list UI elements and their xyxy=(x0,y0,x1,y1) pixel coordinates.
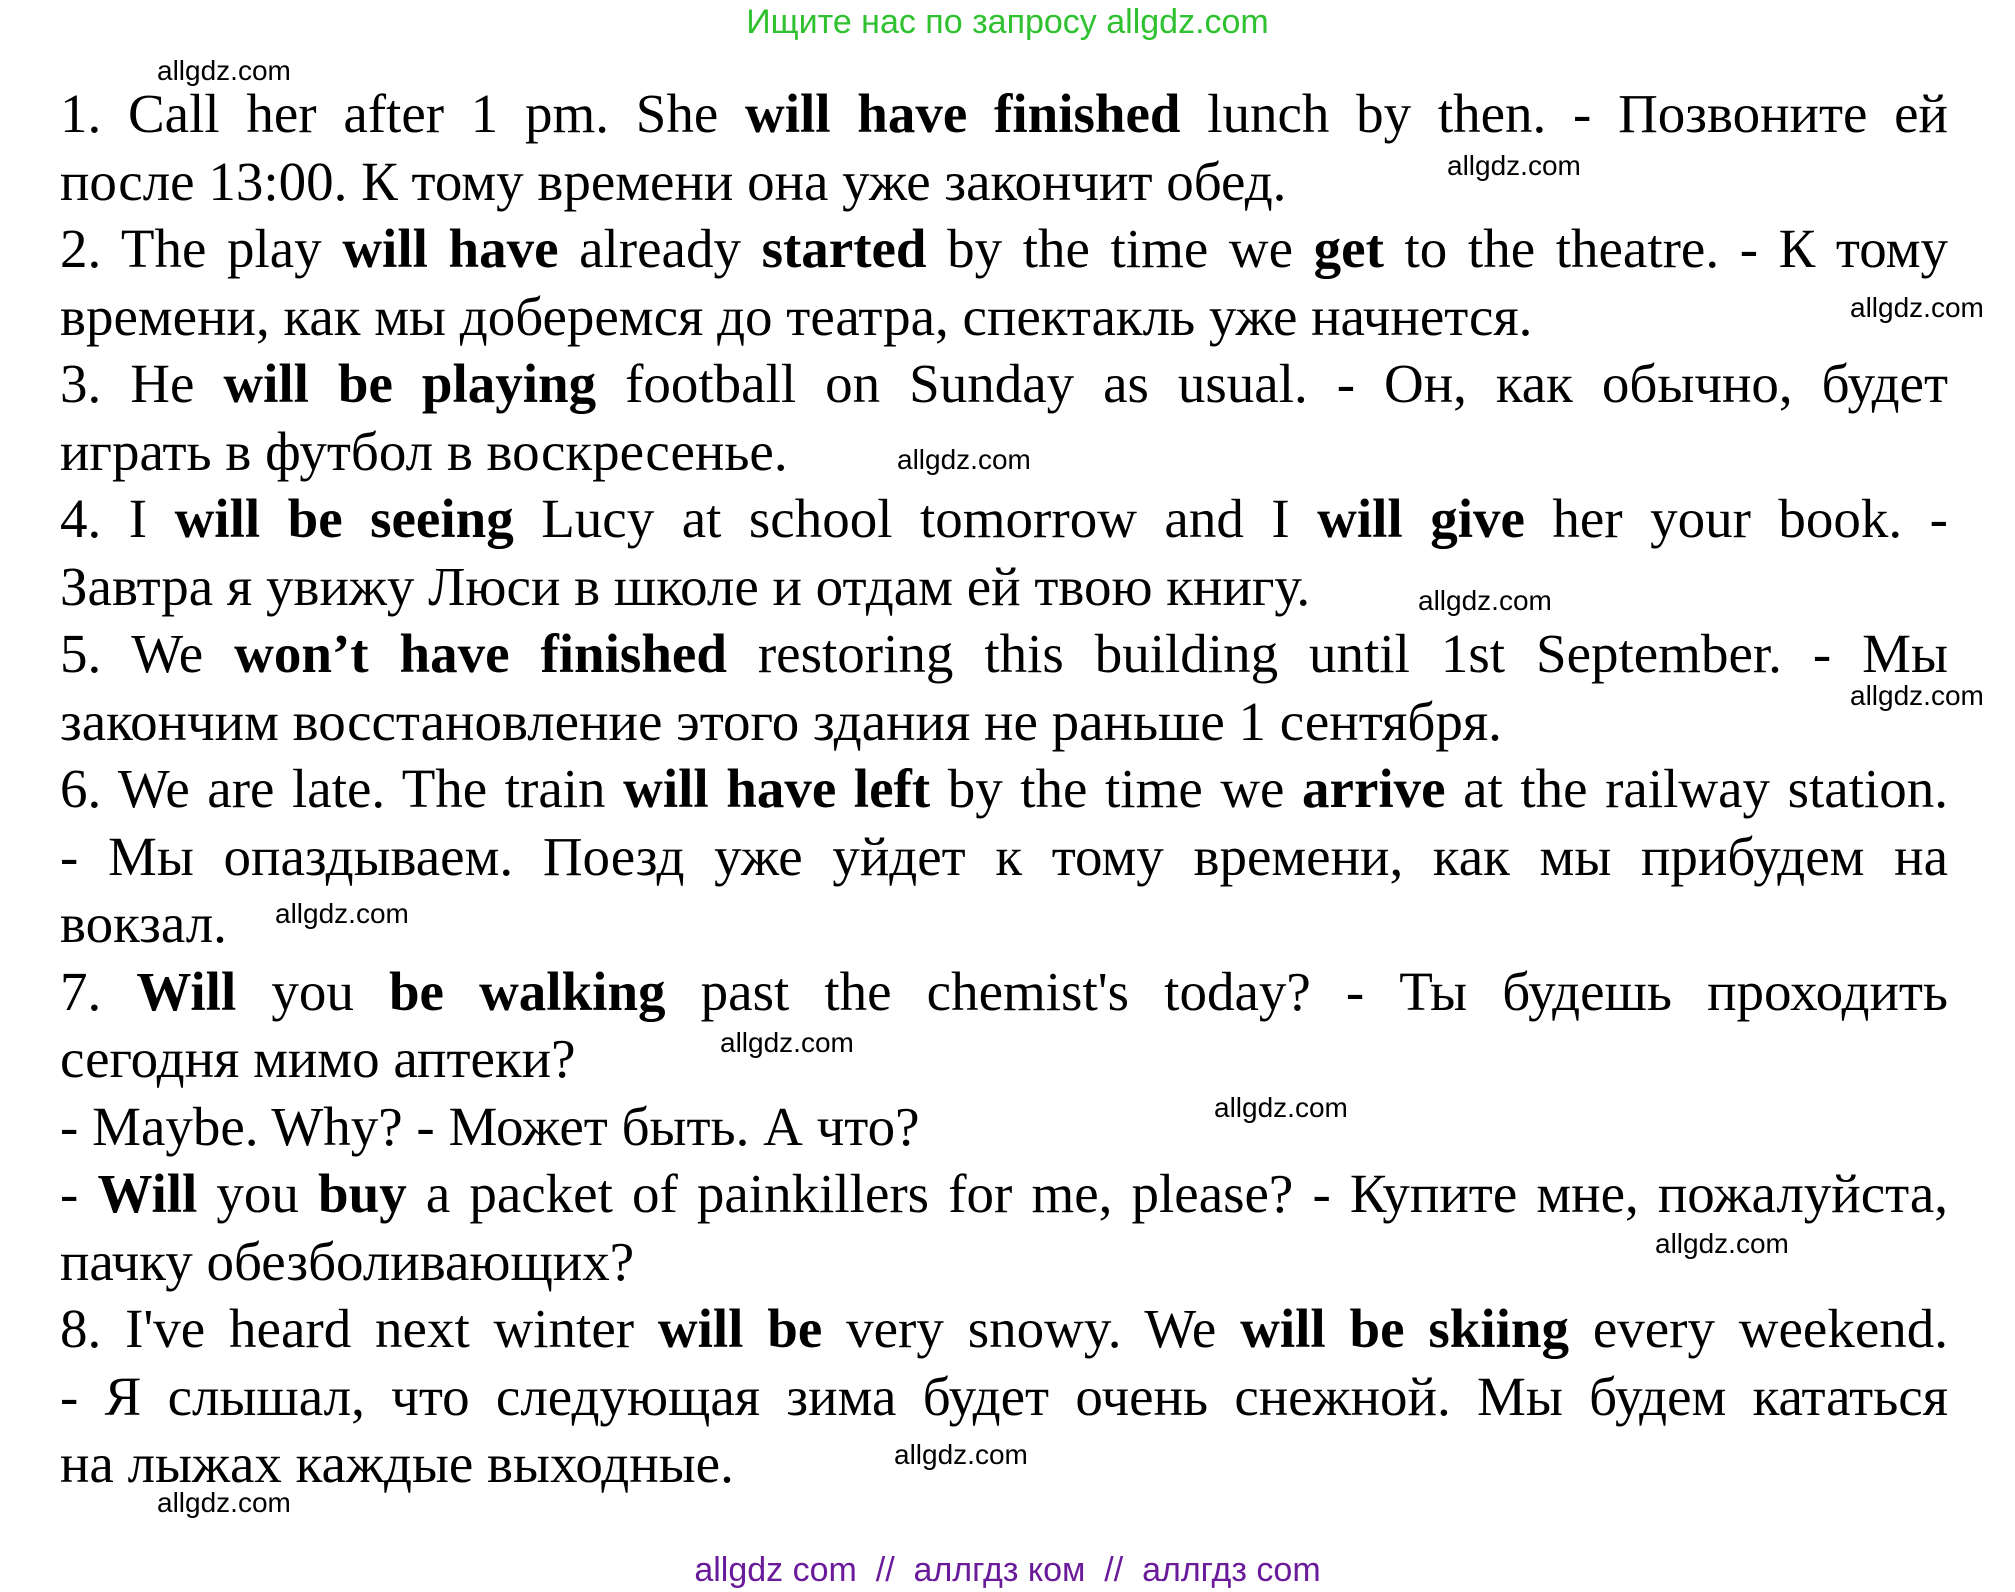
text-segment: закончим восстановление этого здания не раньше 1 сентября. xyxy=(60,690,1502,752)
text-segment: - xyxy=(60,1163,98,1224)
watermark: allgdz.com xyxy=(1850,292,1984,323)
text-segment: very snowy. We xyxy=(822,1298,1241,1359)
text-segment: every weekend. xyxy=(1568,1298,1948,1359)
text-line xyxy=(60,823,1948,891)
bold-phrase: won’t have finished xyxy=(234,623,727,684)
text-segment: by the time we xyxy=(926,218,1314,279)
text-segment: времени, как мы доберемся до театра, спектакль уже начнется. xyxy=(60,285,1533,347)
text-segment: вокзал. xyxy=(60,893,227,954)
text-segment: her your book. - xyxy=(1524,488,1948,549)
bold-phrase: will have left xyxy=(623,758,931,819)
text-segment: a packet of painkillers for me, please? - Купите мне, пожалуйста, xyxy=(406,1163,1948,1224)
text-line xyxy=(60,80,1948,148)
text-line xyxy=(60,215,1948,283)
text-segment: 3. He xyxy=(60,353,224,414)
search-banner: Ищите нас по запросу allgdz.com xyxy=(746,3,1269,41)
text-line xyxy=(60,1025,1948,1093)
text-segment: you xyxy=(197,1163,319,1224)
watermark: allgdz.com xyxy=(897,444,1031,475)
watermark: allgdz.com xyxy=(275,898,409,929)
text-line xyxy=(60,485,1948,553)
text-segment: - Я слышал, что следующая зима будет очень снежной. Мы будем кататься xyxy=(60,1365,1948,1427)
text-line xyxy=(60,283,1948,351)
watermark: allgdz.com xyxy=(1850,680,1984,711)
text-line xyxy=(60,1295,1948,1363)
text-line xyxy=(60,148,1948,216)
watermark: allgdz.com xyxy=(894,1439,1028,1470)
text-segment: пачку обезболивающих? xyxy=(60,1230,635,1292)
watermark: allgdz.com xyxy=(1447,150,1581,181)
text-line xyxy=(60,958,1948,1026)
text-segment: past the chemist's today? - Ты будешь проходить xyxy=(665,960,1948,1022)
bold-phrase: Will xyxy=(97,1163,198,1224)
text-line xyxy=(60,1093,1948,1161)
text-segment: football on Sunday as usual. - Он, как обычно, будет xyxy=(596,353,1948,414)
text-segment: Завтра я увижу Люси в школе и отдам ей твою книгу. xyxy=(60,555,1311,617)
text-line xyxy=(60,1363,1948,1431)
text-segment: играть в футбол в воскресенье. xyxy=(60,420,788,482)
text-line xyxy=(60,553,1948,621)
text-segment: 6. We are late. The train xyxy=(60,758,624,819)
text-line xyxy=(60,1160,1948,1228)
bold-phrase: started xyxy=(761,218,927,279)
bold-phrase: will be skiing xyxy=(1240,1298,1569,1359)
text-line xyxy=(60,350,1948,418)
text-segment: - Мы опаздываем. Поезд уже уйдет к тому времени, как мы прибудем на xyxy=(60,825,1948,887)
text-segment: 5. We xyxy=(60,623,235,684)
text-segment: by the time we xyxy=(930,758,1303,819)
bold-phrase: will be seeing xyxy=(174,488,514,549)
watermark: allgdz.com xyxy=(720,1027,854,1058)
bold-phrase: will be xyxy=(657,1298,823,1359)
bold-phrase: will give xyxy=(1317,488,1525,549)
text-segment: already xyxy=(558,218,762,279)
text-line xyxy=(60,755,1948,823)
bold-phrase: Will xyxy=(136,960,237,1022)
text-segment: сегодня мимо аптеки? xyxy=(60,1028,576,1089)
text-segment: restoring this building until 1st September. - Мы xyxy=(726,623,1948,684)
text-segment: to the theatre. - К тому xyxy=(1383,218,1948,279)
watermark: allgdz.com xyxy=(1214,1092,1348,1123)
text-segment: at the railway station. xyxy=(1445,758,1948,819)
watermark: allgdz.com xyxy=(1418,585,1552,616)
watermark: allgdz.com xyxy=(157,1487,291,1518)
footer-links: allgdz com // аллгдз ком // аллгдз com xyxy=(694,1551,1321,1589)
text-segment: 1. Call her after 1 pm. She xyxy=(60,83,745,144)
text-segment: - Maybe. Why? - Может быть. А что? xyxy=(60,1095,920,1157)
bold-phrase: be walking xyxy=(388,960,666,1022)
watermark: allgdz.com xyxy=(157,55,291,86)
text-segment: 7. xyxy=(60,960,137,1022)
bold-phrase: buy xyxy=(318,1163,407,1224)
text-segment: lunch by then. - Позвоните ей xyxy=(1180,83,1948,144)
text-segment: Lucy at school tomorrow and I xyxy=(513,488,1318,549)
text-segment: 2. The play xyxy=(60,218,343,279)
text-segment: на лыжах каждые выходные. xyxy=(60,1433,734,1494)
text-line xyxy=(60,688,1948,756)
bold-phrase: will be playing xyxy=(223,353,597,414)
bold-phrase: get xyxy=(1313,218,1384,279)
bold-phrase: will have xyxy=(342,218,559,279)
bold-phrase: arrive xyxy=(1302,758,1446,819)
text-segment: 4. I xyxy=(60,488,175,549)
text-segment: после 13:00. К тому времени она уже закончит обед. xyxy=(60,150,1287,212)
exercise-text xyxy=(60,80,1948,1498)
text-segment: 8. I've heard next winter xyxy=(60,1298,658,1359)
bold-phrase: will have finished xyxy=(745,83,1181,144)
text-segment: you xyxy=(236,960,389,1022)
text-line xyxy=(60,620,1948,688)
watermark: allgdz.com xyxy=(1655,1228,1789,1259)
